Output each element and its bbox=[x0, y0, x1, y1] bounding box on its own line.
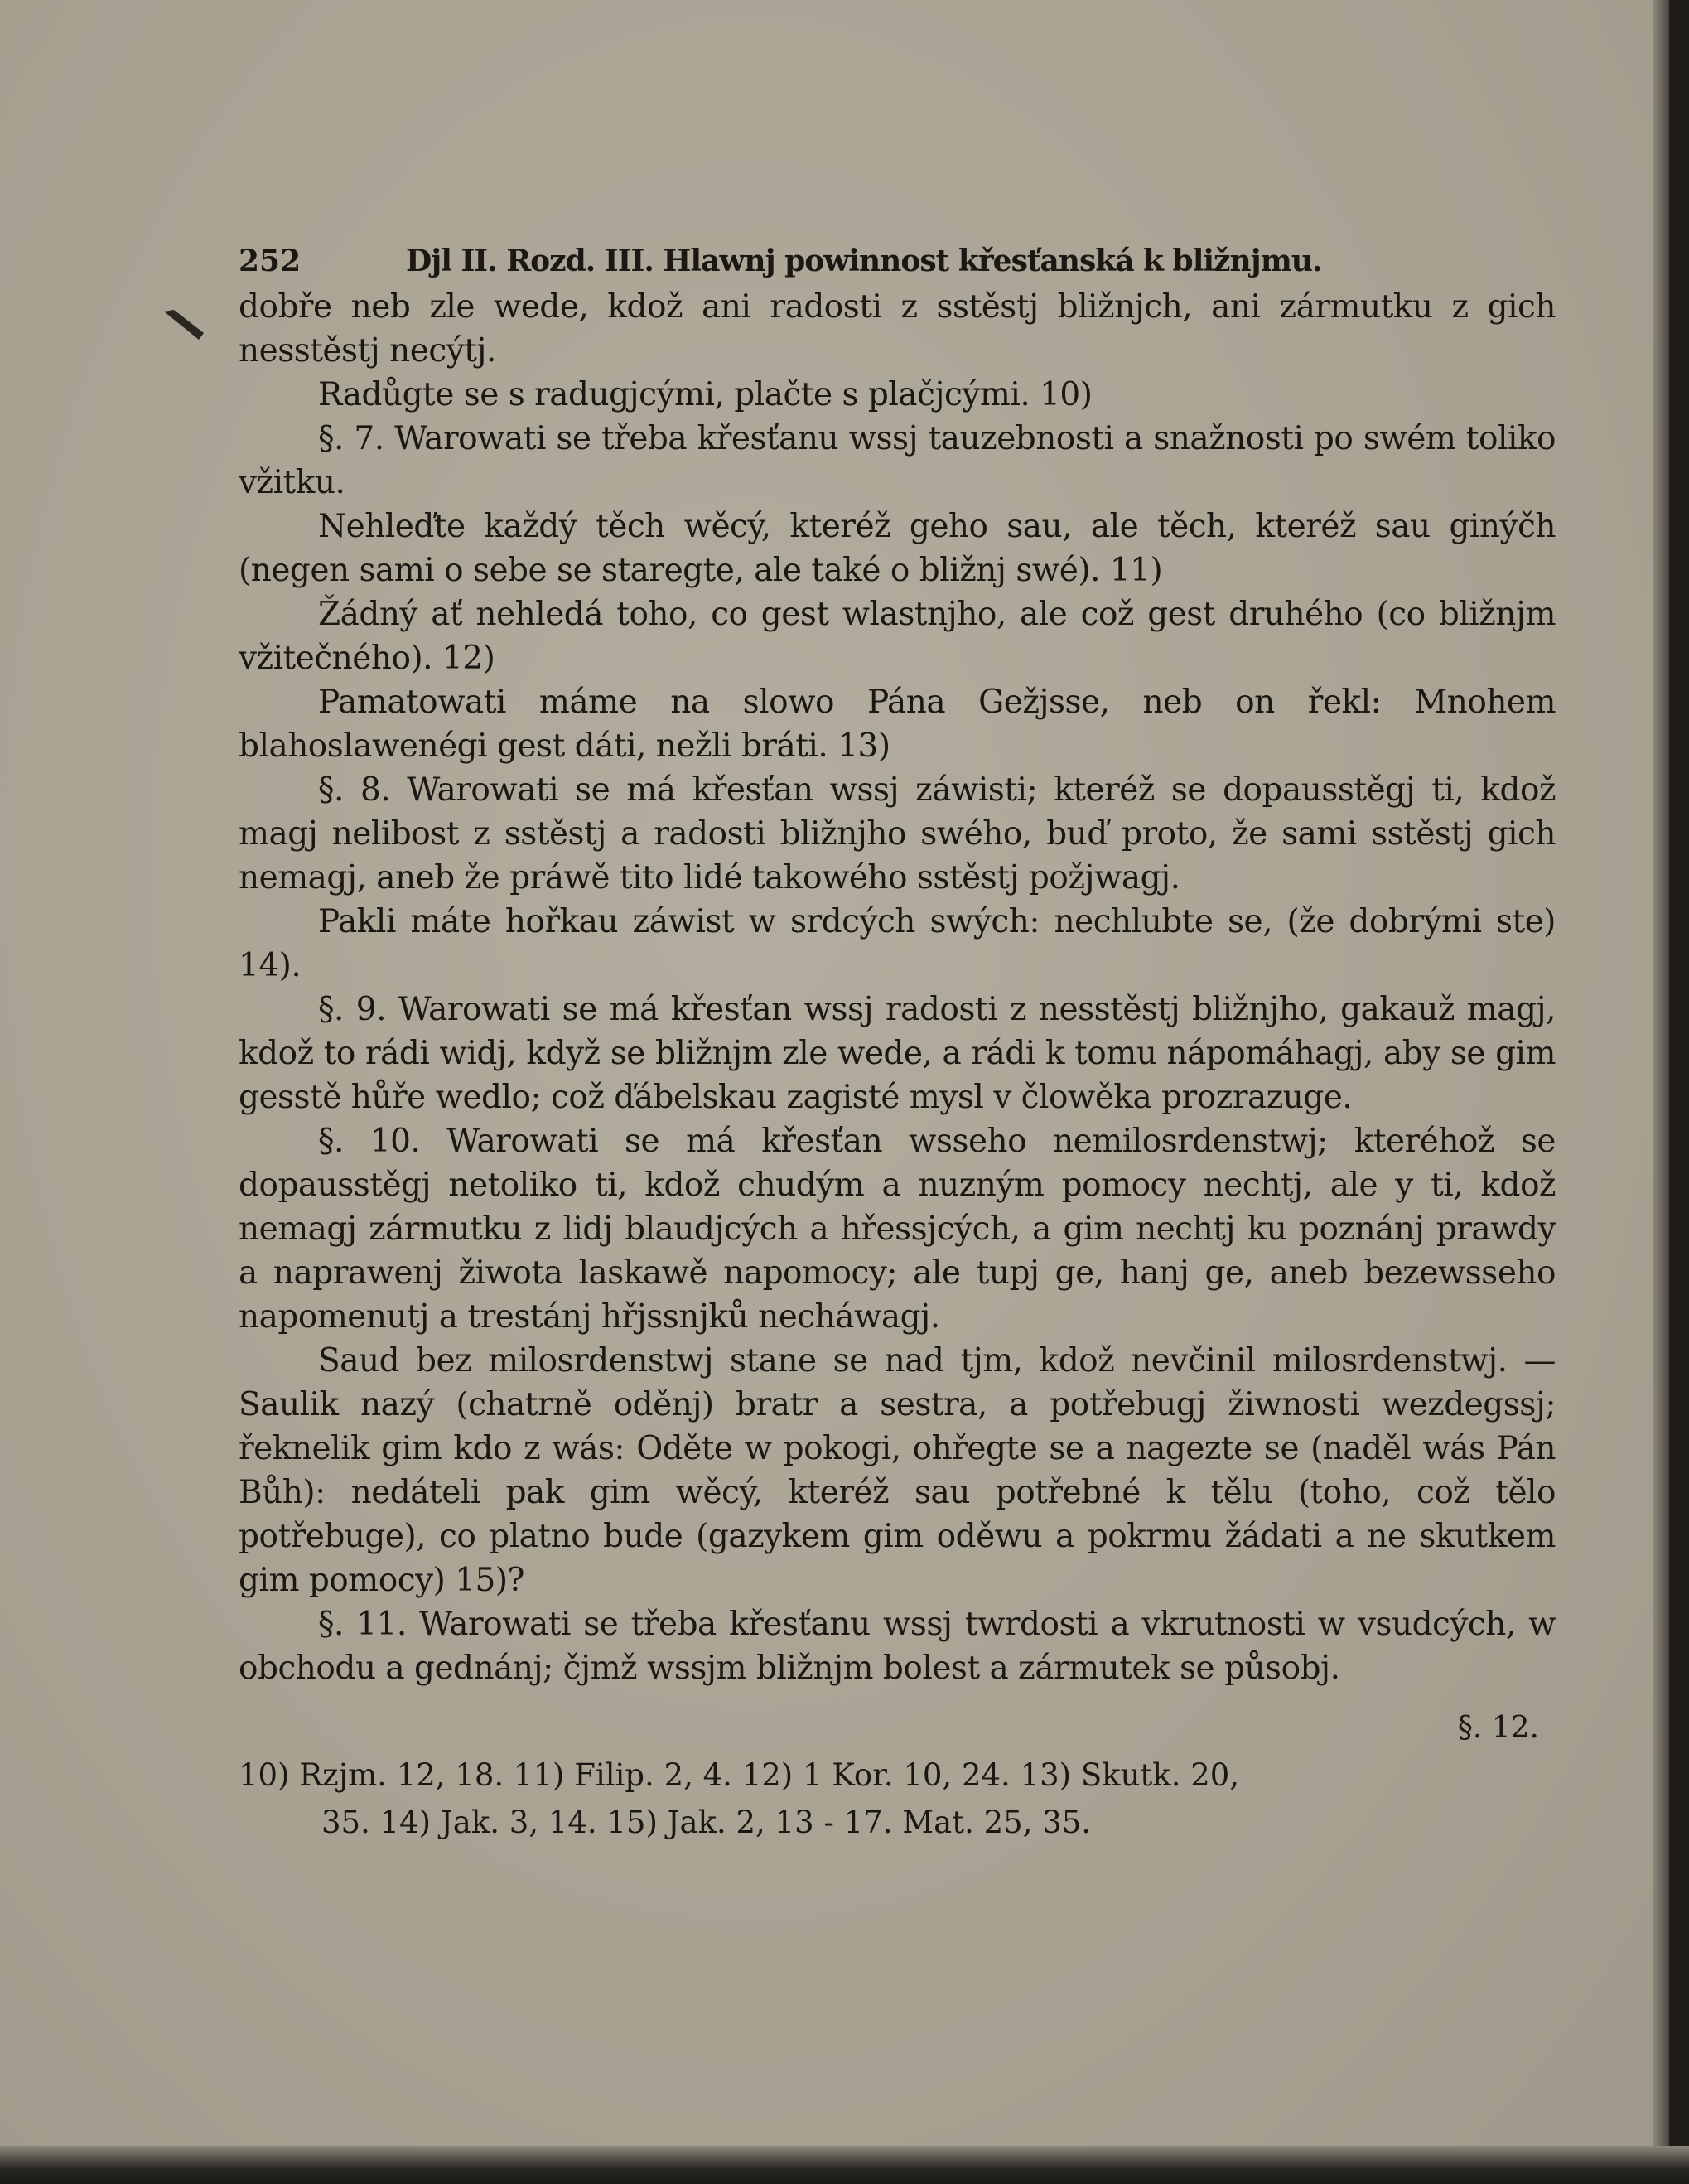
paragraph: Nehleďte každý těch wěcý, kteréž geho sau, ale těch, kteréž sau ginýčh (negen sami o sebe se staregte, ale také o bližnj swé). 11) bbox=[239, 508, 1556, 589]
page-bottom-edge bbox=[0, 2146, 1689, 2184]
paragraph: §. 9. Warowati se má křesťan wssj radosti z nesstěstj bližnjho, gakauž magj, kdož to rádi widj, když se bližnjm zle wede, a rádi k tomu nápomáhagj, aby se gim gesstě hůře wedlo; což ďábelskau zagisté mysl v člowěka prozrazuge. bbox=[239, 991, 1556, 1116]
footnotes bbox=[239, 1752, 1556, 1846]
paragraph: Radůgte se s radugjcými, plačte s plačjcými. 10) bbox=[318, 376, 1093, 413]
paragraph: §. 11. Warowati se třeba křesťanu wssj twrdosti a vkrutnosti w vsudcých, w obchodu a gednánj; čjmž wssjm bližnjm bolest a zármutek se působj. bbox=[239, 1606, 1556, 1687]
footnote-line: 10) Rzjm. 12, 18. 11) Filip. 2, 4. 12) 1 Kor. 10, 24. 13) Skutk. 20, bbox=[239, 1757, 1240, 1793]
paragraph: §. 10. Warowati se má křesťan wsseho nemilosrdenstwj; kteréhož se dopausstěgj netoliko ti, kdož chudým a nuzným pomocy nechtj, ale y ti, kdož nemagj zármutku z lidj blaudjcých a hřessjcých, a gim nechtj ku poznánj prawdy a naprawenj žiwota laskawě napomocy; ale tupj ge, hanj ge, aneb bezewsseho napomenutj a trestánj hřjssnjků necháwagj. bbox=[239, 1123, 1556, 1336]
paragraph: §. 7. Warowati se třeba křesťanu wssj tauzebnosti a snažnosti po swém toliko vžitku. bbox=[239, 420, 1556, 501]
paragraph: Pakli máte hořkau záwist w srdcých swých: nechlubte se, (že dobrými ste) 14). bbox=[239, 903, 1556, 984]
pen-mark-icon bbox=[162, 308, 205, 341]
paragraph: dobře neb zle wede, kdož ani radosti z sstěstj bližnjch, ani zármutku z gich nesstěstj necýtj. bbox=[239, 288, 1556, 370]
footnote-line: 35. 14) Jak. 3, 14. 15) Jak. 2, 13 - 17. Mat. 25, 35. bbox=[321, 1805, 1092, 1840]
paragraph: Žádný ať nehledá toho, co gest wlastnjho, ale což gest druhého (co bližnjm vžitečného). 12) bbox=[239, 596, 1556, 677]
paragraph: Saud bez milosrdenstwj stane se nad tjm, kdož nevčinil milosrdenstwj. — Saulik nazý (chatrně oděnj) bratr a sestra, a potřebugj žiwnosti wezdegssj; řeknelik gim kdo z wás: Oděte w pokogi, ohřegte se a nagezte se (naděl wás Pán Bůh): nedáteli pak gim wěcý, kteréž sau potřebné k tělu (toho, což tělo potřebuge), co platno bude (gazykem gim oděwu a pokrmu žádati a ne skutkem gim pomocy) 15)? bbox=[239, 1342, 1556, 1599]
paragraph: Pamatowati máme na slowo Pána Gežjsse, neb on řekl: Mnohem blahoslawenégi gest dáti, nežli bráti. 13) bbox=[239, 684, 1556, 765]
catchword: §. 12. bbox=[1457, 1711, 1539, 1745]
header-title: Djl II. Rozd. III. Hlawnj powinnost křesťanská k bližnjmu. bbox=[406, 244, 1322, 278]
paragraph: §. 8. Warowati se má křesťan wssj záwisti; kteréž se dopausstěgj ti, kdož magj nelibost z sstěstj a radosti bližnjho swého, buď proto, že sami sstěstj gich nemagj, aneb že práwě tito lidé takowého sstěstj požjwagj. bbox=[239, 771, 1556, 896]
running-header bbox=[239, 237, 1556, 285]
body-text bbox=[239, 285, 1556, 1690]
page-right-edge bbox=[1653, 0, 1669, 2158]
page-text bbox=[239, 237, 1556, 1846]
page-number: 252 bbox=[239, 244, 302, 278]
